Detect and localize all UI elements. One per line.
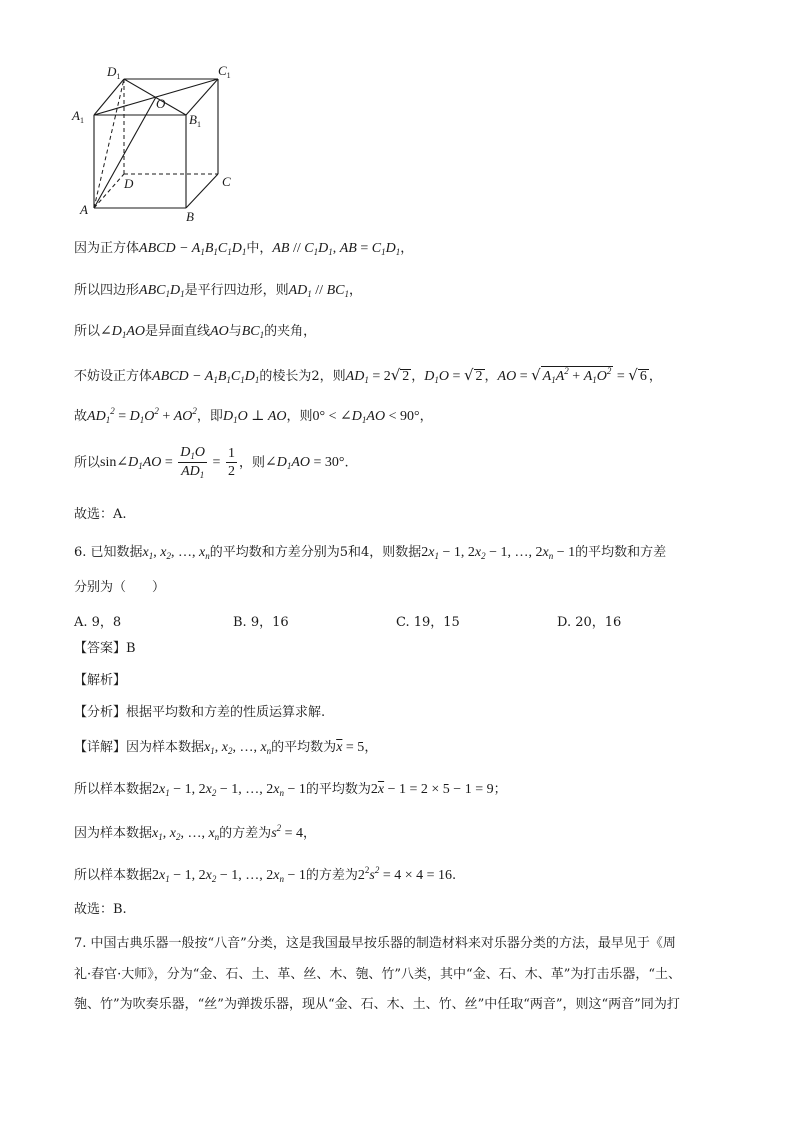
label-b: B [186,209,194,224]
label-a1: $A_1$ [72,108,84,125]
q6-fenxi: 【分析】根据平均数和方差的性质运算求解. [74,705,326,720]
edge-bc [186,174,218,208]
seg-ao [94,97,156,208]
q7-line1: 7. 中国古典乐器一般按“八音”分类，这是我国最早按乐器的制造材料来对乐器分类的方法，最早见于《周 [74,936,676,951]
q6-choice-d: D. 20，16 [557,615,622,630]
q7-line3: 匏、竹”为吹奏乐器，“丝”为弹拨乐器，现从“金、石、木、土、竹、丝”中任取“两音”，则这“两音”同为打 [74,997,680,1012]
q6-answer-tag: 【答案】B [74,641,136,656]
label-c: C [222,174,231,189]
q6-detail-line4: 所以样本数据$2x_1 - 1$, $2x_2 - 1$, …, $2x_n - 1$的方差为$2^2s^2 = 4 \times 4 = 16$. [74,865,457,884]
cube-figure [62,62,252,232]
q6-choice-b: B. 9，16 [233,615,289,630]
q6-answer: 故选：B. [74,902,127,917]
q6-analysis-tag: 【解析】 [74,673,127,688]
sol5-line6: 所以$\sin\angle D_1AO$ = $\frac{D_1O}{AD_1}$ = $\frac{1}{2}$ ，则$\angle D_1AO = 30^\circ$. [74,445,349,480]
label-a: A [80,202,88,217]
q6-stem-line1: 6. 已知数据$x_1$, $x_2$, …, $x_n$的平均数和方差分别为5和4，则数据$2x_1 - 1$, $2x_2 - 1$, …, $2x_n - 1$的平均数和方差 [74,545,667,561]
q7-line2: 礼·春官·大师》，分为“金、石、土、革、丝、木、匏、竹”八类，其中“金、石、木、革”为打击乐器，“土、 [74,967,681,982]
label-d1: $D_1$ [107,64,121,81]
q6-detail-line1: 【详解】因为样本数据$x_1$, $x_2$, …, $x_n$的平均数为$\overline{x} = 5$， [74,740,378,756]
sol5-line1: 因为正方体ABCD − $A_1B_1C_1D_1$中，AB // $C_1D_1$, AB = $C_1D_1$， [74,241,414,257]
q6-choice-a: A. 9，8 [74,615,122,630]
label-d: D [124,176,134,191]
diag-d1b1 [124,79,186,115]
hidden-ad1 [94,79,124,208]
q6-detail-line2: 所以样本数据$2x_1 - 1$, $2x_2 - 1$, …, $2x_n - 1$的平均数为$2\overline{x} - 1 = 2 \times 5 - 1 = 9$； [74,782,507,798]
label-b1: $B_1$ [189,112,201,129]
q6-choice-c: C. 19，15 [396,615,460,630]
q6-stem-line2: 分别为（ ） [74,580,166,595]
edge-b1c1 [186,79,218,115]
sol5-line3: 所以$\angle D_1AO$是异面直线AO与$BC_1$的夹角， [74,324,317,340]
hidden-ad [94,174,124,208]
sol5-line5: 故$AD_1^2 = D_1O^2 + AO^2$，即$D_1O$ ⊥ AO，则$0^\circ < \angle D_1AO < 90^\circ$， [74,406,433,425]
sol5-line4: 不妨设正方体ABCD − $A_1B_1C_1D_1$的棱长为2，则$AD_1 = 2√$ 2 ，$D_1O$ = √ 2 ，AO = √ $A_1A^2 + A_1O^2$ = √ 6 ， [74,366,662,385]
sol5-answer: 故选：A. [74,507,127,522]
label-c1: $C_1$ [218,63,231,80]
label-o: O [156,96,166,111]
q6-detail-line3: 因为样本数据$x_1$, $x_2$, …, $x_n$的方差为$s^2 = 4$， [74,823,317,842]
sol5-line2: 所以四边形$ABC_1D_1$是平行四边形，则$AD_1 // BC_1$， [74,283,362,299]
